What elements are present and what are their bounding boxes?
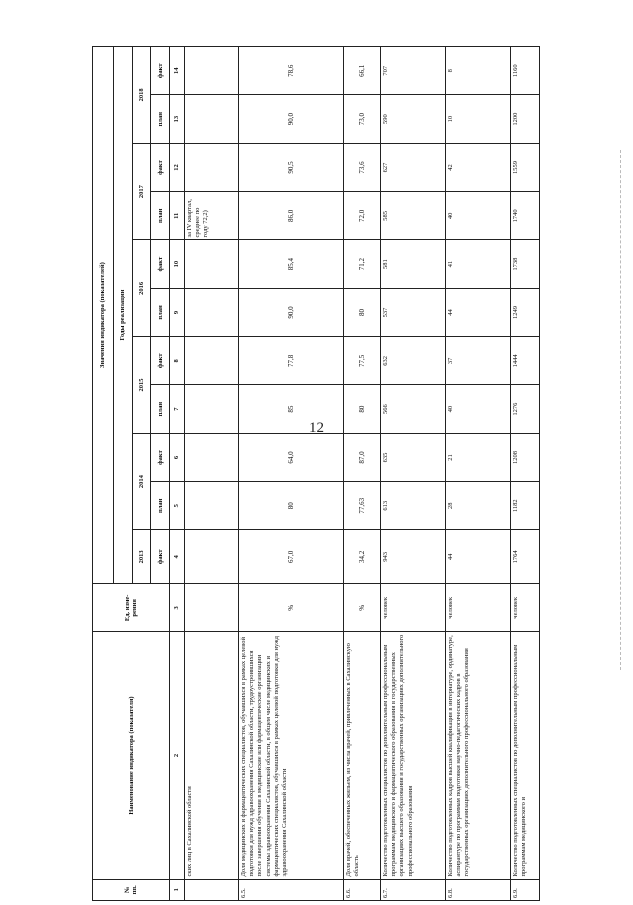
header-year-2017: 2017 <box>132 143 151 240</box>
row-num: 6.8. <box>445 879 510 900</box>
value-cell: 1740 <box>510 192 539 240</box>
value-cell: 585 <box>381 192 446 240</box>
col-number: 8 <box>170 337 185 385</box>
value-cell: 66,1 <box>343 47 381 96</box>
unit: человек <box>445 584 510 632</box>
value-cell: 80 <box>343 385 381 433</box>
header-name: Наименование индикатора (показателя) <box>93 632 170 879</box>
note-2017-plan: за IV квартал, среднее по году 72,2) <box>184 192 238 240</box>
indicator-name: Количество подготовленных специалистов по дополнительным профессиональным программам медицинского и <box>510 632 539 879</box>
col-number: 13 <box>170 95 185 143</box>
value-cell: 1276 <box>510 385 539 433</box>
value-cell: 1738 <box>510 240 539 288</box>
indicators-table <box>92 46 540 901</box>
table-row <box>510 47 539 901</box>
value-cell: 40 <box>445 385 510 433</box>
rotated-table-container <box>92 46 540 901</box>
value-cell: 86,0 <box>239 192 343 240</box>
row-num: 6.7. <box>381 879 446 900</box>
col-number: 9 <box>170 288 185 336</box>
col-number: 1 <box>170 879 185 900</box>
indicator-name: Количество подготовленных специалистов по дополнительным профессиональным программам медицинского и фармацевтического образования в государственных организациях высшего образования и государственных организациях дополнительного профессионального образования <box>381 632 446 879</box>
col-number: 6 <box>170 433 185 481</box>
value-cell: 41 <box>445 240 510 288</box>
header-unit: Ед. изме-рения <box>93 584 170 632</box>
header-fact: факт <box>151 433 170 481</box>
unit: человек <box>510 584 539 632</box>
value-cell: 64,0 <box>239 433 343 481</box>
header-plan: план <box>151 288 170 336</box>
value-cell: 90,5 <box>239 143 343 191</box>
header-fact: факт <box>151 143 170 191</box>
header-fact: факт <box>151 47 170 96</box>
value-cell: 72,0 <box>343 192 381 240</box>
value-cell: 1764 <box>510 530 539 584</box>
value-cell: 67,0 <box>239 530 343 584</box>
table-row <box>445 47 510 901</box>
header-fact: факт <box>151 240 170 288</box>
value-cell: 71,2 <box>343 240 381 288</box>
value-cell: 8 <box>445 47 510 96</box>
col-number: 5 <box>170 482 185 530</box>
header-values: Значения индикатора (показателей) <box>93 47 114 584</box>
value-cell: 613 <box>381 482 446 530</box>
header-year-2013: 2013 <box>132 530 151 584</box>
indicator-name: Доля медицинских и фармацевтических специалистов, обучавшихся в рамках целевой подготовки для нужд здравоохранения Сахалинской области, трудоустроившихся после завершения обучения в медицинские или фармацевтические организации системы здравоохранения Сахалинской области, в общем числе медицинских и фармацевтических специалистов, обучавшихся в рамках целевой подготовки для нужд здравоохранения Сахалинской области <box>239 632 343 879</box>
col-number: 11 <box>170 192 185 240</box>
value-cell: 42 <box>445 143 510 191</box>
continuation-text: ских лиц в Сахалинской области <box>184 632 238 879</box>
value-cell: 78,6 <box>239 47 343 96</box>
value-cell: 73,0 <box>343 95 381 143</box>
value-cell: 37 <box>445 337 510 385</box>
header-year-2016: 2016 <box>132 240 151 337</box>
value-cell: 21 <box>445 433 510 481</box>
col-number: 4 <box>170 530 185 584</box>
value-cell: 90,0 <box>239 95 343 143</box>
value-cell: 28 <box>445 482 510 530</box>
value-cell: 537 <box>381 288 446 336</box>
indicator-name: Количество подготовленных кадров высшей квалификации в интернатуре, ординатуре, аспирантуре по программам подготовки научно-педагогических кадров в государственных организациях дополнительного профессионального образования <box>445 632 510 879</box>
value-cell: 77,8 <box>239 337 343 385</box>
scan-edge-line <box>620 150 621 670</box>
value-cell: 85 <box>239 385 343 433</box>
header-year-2015: 2015 <box>132 337 151 434</box>
value-cell: 590 <box>381 95 446 143</box>
unit: человек <box>381 584 446 632</box>
value-cell: 1559 <box>510 143 539 191</box>
row-num-empty <box>184 879 238 900</box>
table-row <box>239 47 343 901</box>
unit: % <box>343 584 381 632</box>
value-cell: 10 <box>445 95 510 143</box>
value-cell: 40 <box>445 192 510 240</box>
value-cell: 943 <box>381 530 446 584</box>
col-number: 7 <box>170 385 185 433</box>
value-cell: 632 <box>381 337 446 385</box>
value-cell: 1249 <box>510 288 539 336</box>
value-cell: 627 <box>381 143 446 191</box>
value-cell: 1200 <box>510 95 539 143</box>
value-cell: 80 <box>239 482 343 530</box>
header-plan: план <box>151 482 170 530</box>
col-number: 14 <box>170 47 185 96</box>
indicator-name: Доля врачей, обеспеченных жильем, из числа врачей, привлеченных в Сахалинскую область <box>343 632 381 879</box>
value-cell: 85,4 <box>239 240 343 288</box>
header-years: Годы реализации <box>113 47 132 584</box>
header-fact: факт <box>151 337 170 385</box>
value-cell: 77,63 <box>343 482 381 530</box>
value-cell: 44 <box>445 288 510 336</box>
value-cell: 635 <box>381 433 446 481</box>
value-cell: 581 <box>381 240 446 288</box>
header-plan: план <box>151 95 170 143</box>
col-number: 2 <box>170 632 185 879</box>
value-cell: 1182 <box>510 482 539 530</box>
value-cell: 34,2 <box>343 530 381 584</box>
row-num: 6.6. <box>343 879 381 900</box>
header-year-2018: 2018 <box>132 47 151 144</box>
col-number: 10 <box>170 240 185 288</box>
value-cell: 77,5 <box>343 337 381 385</box>
value-cell: 566 <box>381 385 446 433</box>
header-fact: факт <box>151 530 170 584</box>
value-cell: 90,0 <box>239 288 343 336</box>
value-cell: 73,6 <box>343 143 381 191</box>
unit: % <box>239 584 343 632</box>
header-plan: план <box>151 192 170 240</box>
value-cell: 87,0 <box>343 433 381 481</box>
value-cell: 1444 <box>510 337 539 385</box>
value-cell: 1208 <box>510 433 539 481</box>
row-num: 6.9. <box>510 879 539 900</box>
col-number: 3 <box>170 584 185 632</box>
table-row <box>343 47 381 901</box>
header-plan: план <box>151 385 170 433</box>
col-number: 12 <box>170 143 185 191</box>
row-num: 6.5. <box>239 879 343 900</box>
value-cell: 707 <box>381 47 446 96</box>
value-cell: 80 <box>343 288 381 336</box>
header-year-2014: 2014 <box>132 433 151 530</box>
header-num: № пп. <box>93 879 170 900</box>
value-cell: 1160 <box>510 47 539 96</box>
value-cell: 44 <box>445 530 510 584</box>
table-row <box>381 47 446 901</box>
page-number: 12 <box>309 420 324 436</box>
